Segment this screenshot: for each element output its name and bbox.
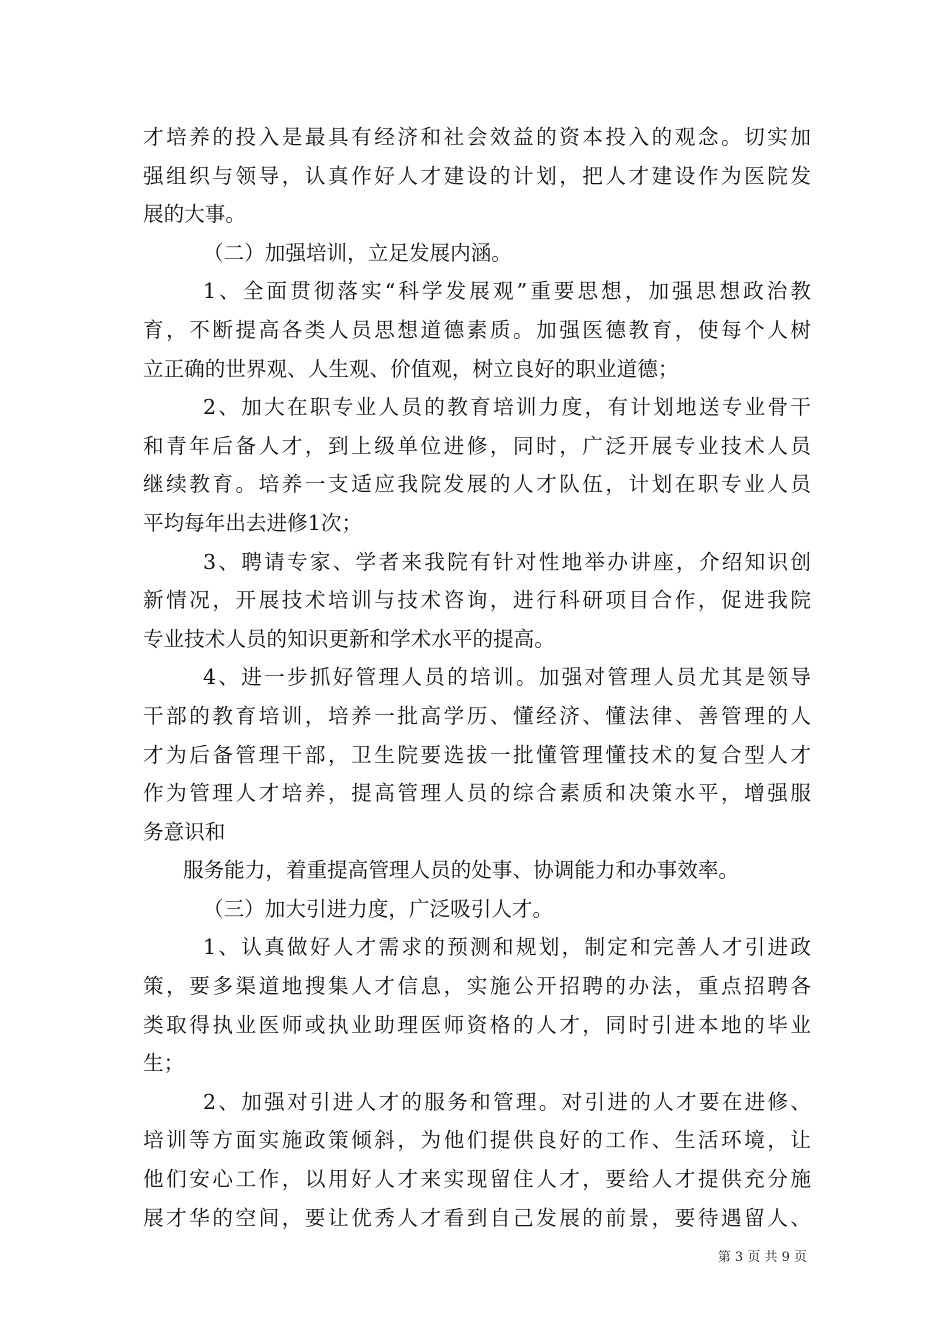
- text-line: 培训等方面实施政策倾斜，为他们提供良好的工作、生活环境，让: [143, 1128, 811, 1153]
- text-line: 平均每年出去进修1次；: [143, 510, 363, 535]
- text-line: 1、全面贯彻落实“科学发展观”重要思想，加强思想政治教: [203, 279, 811, 304]
- text-line: 类取得执业医师或执业助理医师资格的人才，同时引进本地的毕业: [143, 1012, 811, 1037]
- section-heading-2: （二）加强培训，立足发展内涵。: [203, 240, 512, 265]
- text-line: 策，要多渠道地搜集人才信息，实施公开招聘的办法，重点招聘各: [143, 974, 811, 999]
- text-line: 生；: [143, 1051, 185, 1076]
- text-line: 2、加大在职专业人员的教育培训力度，有计划地送专业骨干: [203, 395, 811, 420]
- text-line: 立正确的世界观、人生观、价值观，树立良好的职业道德；: [143, 356, 679, 381]
- text-line: 作为管理人才培养，提高管理人员的综合素质和决策水平，增强服: [143, 781, 811, 806]
- text-line: 4、进一步抓好管理人员的培训。加强对管理人员尤其是领导: [203, 665, 811, 690]
- text-line: 1、认真做好人才需求的预测和规划，制定和完善人才引进政: [203, 935, 811, 960]
- text-line: 育，不断提高各类人员思想道德素质。加强医德教育，使每个人树: [143, 317, 811, 342]
- text-line: 服务能力，着重提高管理人员的处事、协调能力和办事效率。: [183, 858, 740, 883]
- text-line: 展的大事。: [143, 202, 246, 227]
- text-line: 2、加强对引进人才的服务和管理。对引进的人才要在进修、: [203, 1089, 811, 1114]
- page-number: 第 3 页 共 9 页: [717, 1250, 807, 1265]
- text-line: 新情况，开展技术培训与技术咨询，进行科研项目合作，促进我院: [143, 588, 811, 613]
- text-line: 才培养的投入是最具有经济和社会效益的资本投入的观念。切实加: [143, 125, 811, 149]
- text-line: 强组织与领导，认真作好人才建设的计划，把人才建设作为医院发: [143, 163, 811, 188]
- text-line: 干部的教育培训，培养一批高学历、懂经济、懂法律、善管理的人: [143, 703, 811, 728]
- body-text: [143, 118, 811, 1237]
- text-line: 和青年后备人才，到上级单位进修，同时，广泛开展专业技术人员: [143, 433, 811, 458]
- text-line: 展才华的空间，要让优秀人才看到自己发展的前景，要待遇留人、: [143, 1205, 811, 1230]
- text-line: 专业技术人员的知识更新和学术水平的提高。: [143, 626, 555, 651]
- text-line: 务意识和: [143, 819, 226, 844]
- text-line: 继续教育。培养一支适应我院发展的人才队伍，计划在职专业人员: [143, 472, 811, 497]
- text-line: 3、聘请专家、学者来我院有针对性地举办讲座，介绍知识创: [203, 549, 811, 574]
- section-heading-3: （三）加大引进力度，广泛吸引人才。: [203, 896, 554, 921]
- text-line: 才为后备管理干部，卫生院要选拔一批懂管理懂技术的复合型人才: [143, 742, 811, 767]
- text-line: 他们安心工作，以用好人才来实现留住人才，要给人才提供充分施: [143, 1167, 811, 1192]
